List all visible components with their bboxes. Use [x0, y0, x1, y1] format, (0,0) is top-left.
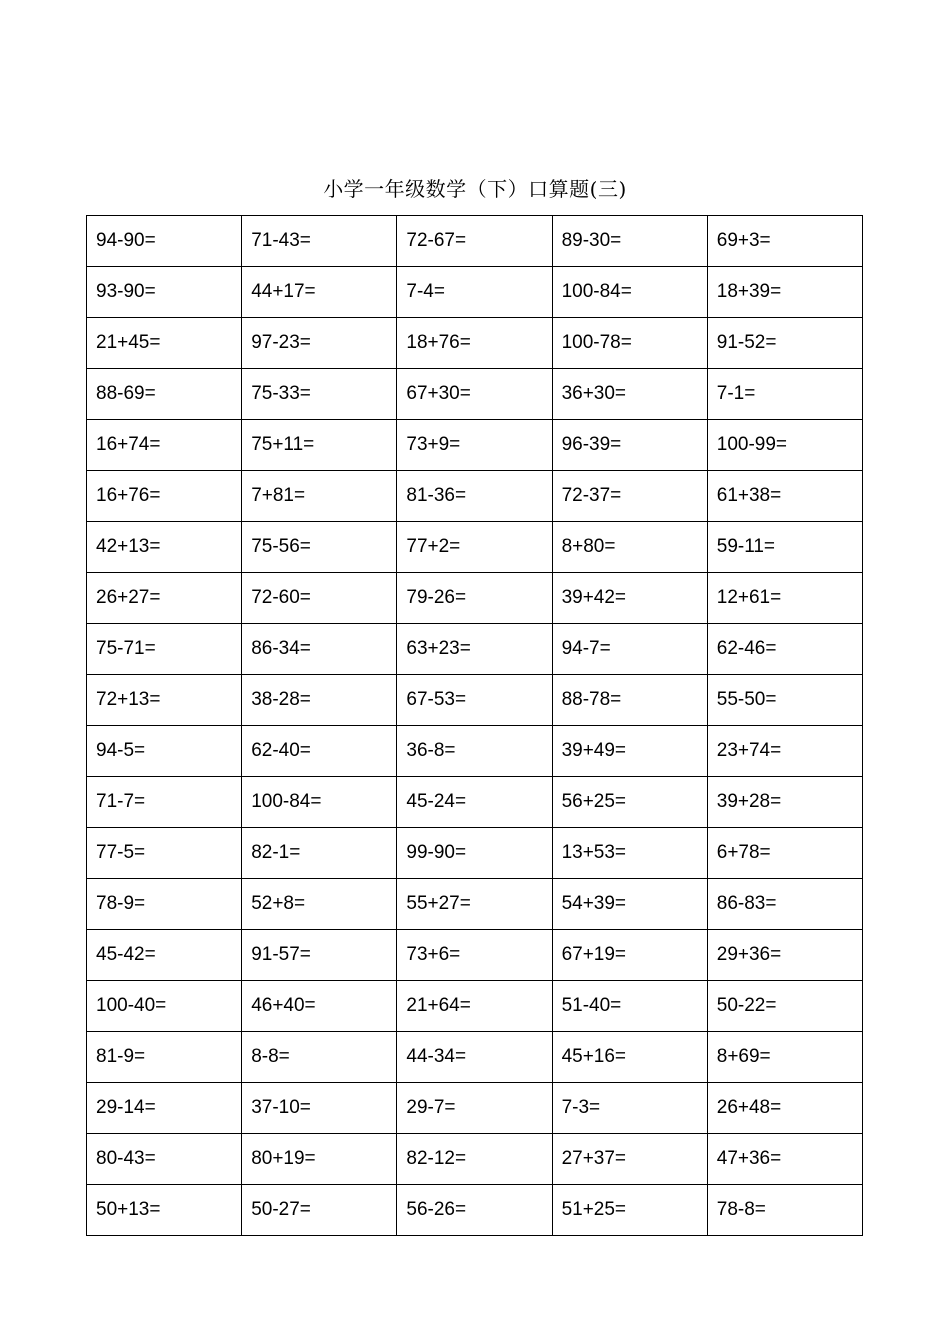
problem-cell: 62-40= [242, 726, 397, 777]
problem-cell: 82-1= [242, 828, 397, 879]
problem-cell: 94-7= [552, 624, 707, 675]
problem-cell: 44+17= [242, 267, 397, 318]
problem-cell: 55-50= [707, 675, 862, 726]
problem-row [87, 1134, 863, 1185]
problem-cell: 29+36= [707, 930, 862, 981]
problem-cell: 61+38= [707, 471, 862, 522]
problem-cell: 94-5= [87, 726, 242, 777]
problem-cell: 91-52= [707, 318, 862, 369]
problem-cell: 37-10= [242, 1083, 397, 1134]
problem-table-body [87, 216, 863, 1236]
problem-row [87, 522, 863, 573]
problem-cell: 75+11= [242, 420, 397, 471]
problem-cell: 55+27= [397, 879, 552, 930]
problem-cell: 78-9= [87, 879, 242, 930]
problem-cell: 7+81= [242, 471, 397, 522]
problem-cell: 38-28= [242, 675, 397, 726]
problem-cell: 13+53= [552, 828, 707, 879]
problem-cell: 88-78= [552, 675, 707, 726]
problem-row [87, 777, 863, 828]
problem-cell: 72-67= [397, 216, 552, 267]
problem-cell: 75-33= [242, 369, 397, 420]
problem-cell: 71-43= [242, 216, 397, 267]
problem-cell: 91-57= [242, 930, 397, 981]
problem-cell: 82-12= [397, 1134, 552, 1185]
problem-cell: 94-90= [87, 216, 242, 267]
problem-cell: 39+28= [707, 777, 862, 828]
problem-cell: 59-11= [707, 522, 862, 573]
problem-cell: 56-26= [397, 1185, 552, 1236]
problem-cell: 71-7= [87, 777, 242, 828]
problem-cell: 36+30= [552, 369, 707, 420]
problem-cell: 97-23= [242, 318, 397, 369]
problem-cell: 7-4= [397, 267, 552, 318]
problem-cell: 12+61= [707, 573, 862, 624]
problem-cell: 42+13= [87, 522, 242, 573]
problem-cell: 51-40= [552, 981, 707, 1032]
problem-cell: 77-5= [87, 828, 242, 879]
problem-cell: 72-60= [242, 573, 397, 624]
problem-cell: 100-78= [552, 318, 707, 369]
problem-cell: 50+13= [87, 1185, 242, 1236]
problem-cell: 73+9= [397, 420, 552, 471]
problem-cell: 72-37= [552, 471, 707, 522]
problem-cell: 16+76= [87, 471, 242, 522]
problem-cell: 8+69= [707, 1032, 862, 1083]
problem-cell: 36-8= [397, 726, 552, 777]
problem-cell: 8-8= [242, 1032, 397, 1083]
problem-cell: 63+23= [397, 624, 552, 675]
problem-cell: 67+30= [397, 369, 552, 420]
problem-cell: 99-90= [397, 828, 552, 879]
problem-cell: 21+45= [87, 318, 242, 369]
problem-cell: 29-7= [397, 1083, 552, 1134]
problem-cell: 6+78= [707, 828, 862, 879]
problem-cell: 39+42= [552, 573, 707, 624]
problem-cell: 79-26= [397, 573, 552, 624]
problem-row [87, 1185, 863, 1236]
problem-row [87, 675, 863, 726]
problem-cell: 96-39= [552, 420, 707, 471]
problem-cell: 45+16= [552, 1032, 707, 1083]
problem-cell: 89-30= [552, 216, 707, 267]
problem-cell: 50-27= [242, 1185, 397, 1236]
problem-cell: 100-84= [552, 267, 707, 318]
problem-cell: 88-69= [87, 369, 242, 420]
problem-cell: 7-3= [552, 1083, 707, 1134]
problem-row [87, 420, 863, 471]
problem-cell: 16+74= [87, 420, 242, 471]
problem-cell: 52+8= [242, 879, 397, 930]
problem-row [87, 879, 863, 930]
problem-row [87, 726, 863, 777]
problem-cell: 100-40= [87, 981, 242, 1032]
problem-row [87, 471, 863, 522]
problem-row [87, 1083, 863, 1134]
problem-cell: 18+39= [707, 267, 862, 318]
problem-cell: 45-24= [397, 777, 552, 828]
problem-cell: 69+3= [707, 216, 862, 267]
problem-cell: 45-42= [87, 930, 242, 981]
problem-cell: 81-9= [87, 1032, 242, 1083]
problem-cell: 8+80= [552, 522, 707, 573]
problem-cell: 73+6= [397, 930, 552, 981]
problem-cell: 21+64= [397, 981, 552, 1032]
arithmetic-problem-table [86, 215, 863, 1236]
problem-cell: 27+37= [552, 1134, 707, 1185]
problem-cell: 75-71= [87, 624, 242, 675]
problem-cell: 56+25= [552, 777, 707, 828]
problem-cell: 72+13= [87, 675, 242, 726]
problem-cell: 51+25= [552, 1185, 707, 1236]
problem-cell: 75-56= [242, 522, 397, 573]
problem-row [87, 318, 863, 369]
problem-row [87, 573, 863, 624]
problem-cell: 86-34= [242, 624, 397, 675]
problem-cell: 62-46= [707, 624, 862, 675]
page-title: 小学一年级数学（下）口算题(三) [323, 177, 627, 201]
problem-cell: 18+76= [397, 318, 552, 369]
problem-cell: 26+48= [707, 1083, 862, 1134]
problem-cell: 81-36= [397, 471, 552, 522]
problem-cell: 93-90= [87, 267, 242, 318]
problem-row [87, 981, 863, 1032]
problem-cell: 77+2= [397, 522, 552, 573]
problem-cell: 7-1= [707, 369, 862, 420]
problem-cell: 54+39= [552, 879, 707, 930]
problem-cell: 78-8= [707, 1185, 862, 1236]
problem-cell: 44-34= [397, 1032, 552, 1083]
problem-cell: 29-14= [87, 1083, 242, 1134]
problem-row [87, 1032, 863, 1083]
problem-cell: 100-99= [707, 420, 862, 471]
problem-row [87, 930, 863, 981]
problem-row [87, 624, 863, 675]
problem-row [87, 828, 863, 879]
problem-cell: 23+74= [707, 726, 862, 777]
problem-cell: 67-53= [397, 675, 552, 726]
problem-row [87, 267, 863, 318]
problem-cell: 80-43= [87, 1134, 242, 1185]
problem-cell: 47+36= [707, 1134, 862, 1185]
problem-cell: 67+19= [552, 930, 707, 981]
problem-cell: 50-22= [707, 981, 862, 1032]
problem-cell: 100-84= [242, 777, 397, 828]
problem-cell: 46+40= [242, 981, 397, 1032]
problem-cell: 39+49= [552, 726, 707, 777]
problem-cell: 26+27= [87, 573, 242, 624]
problem-cell: 86-83= [707, 879, 862, 930]
problem-row [87, 369, 863, 420]
problem-cell: 80+19= [242, 1134, 397, 1185]
problem-row [87, 216, 863, 267]
